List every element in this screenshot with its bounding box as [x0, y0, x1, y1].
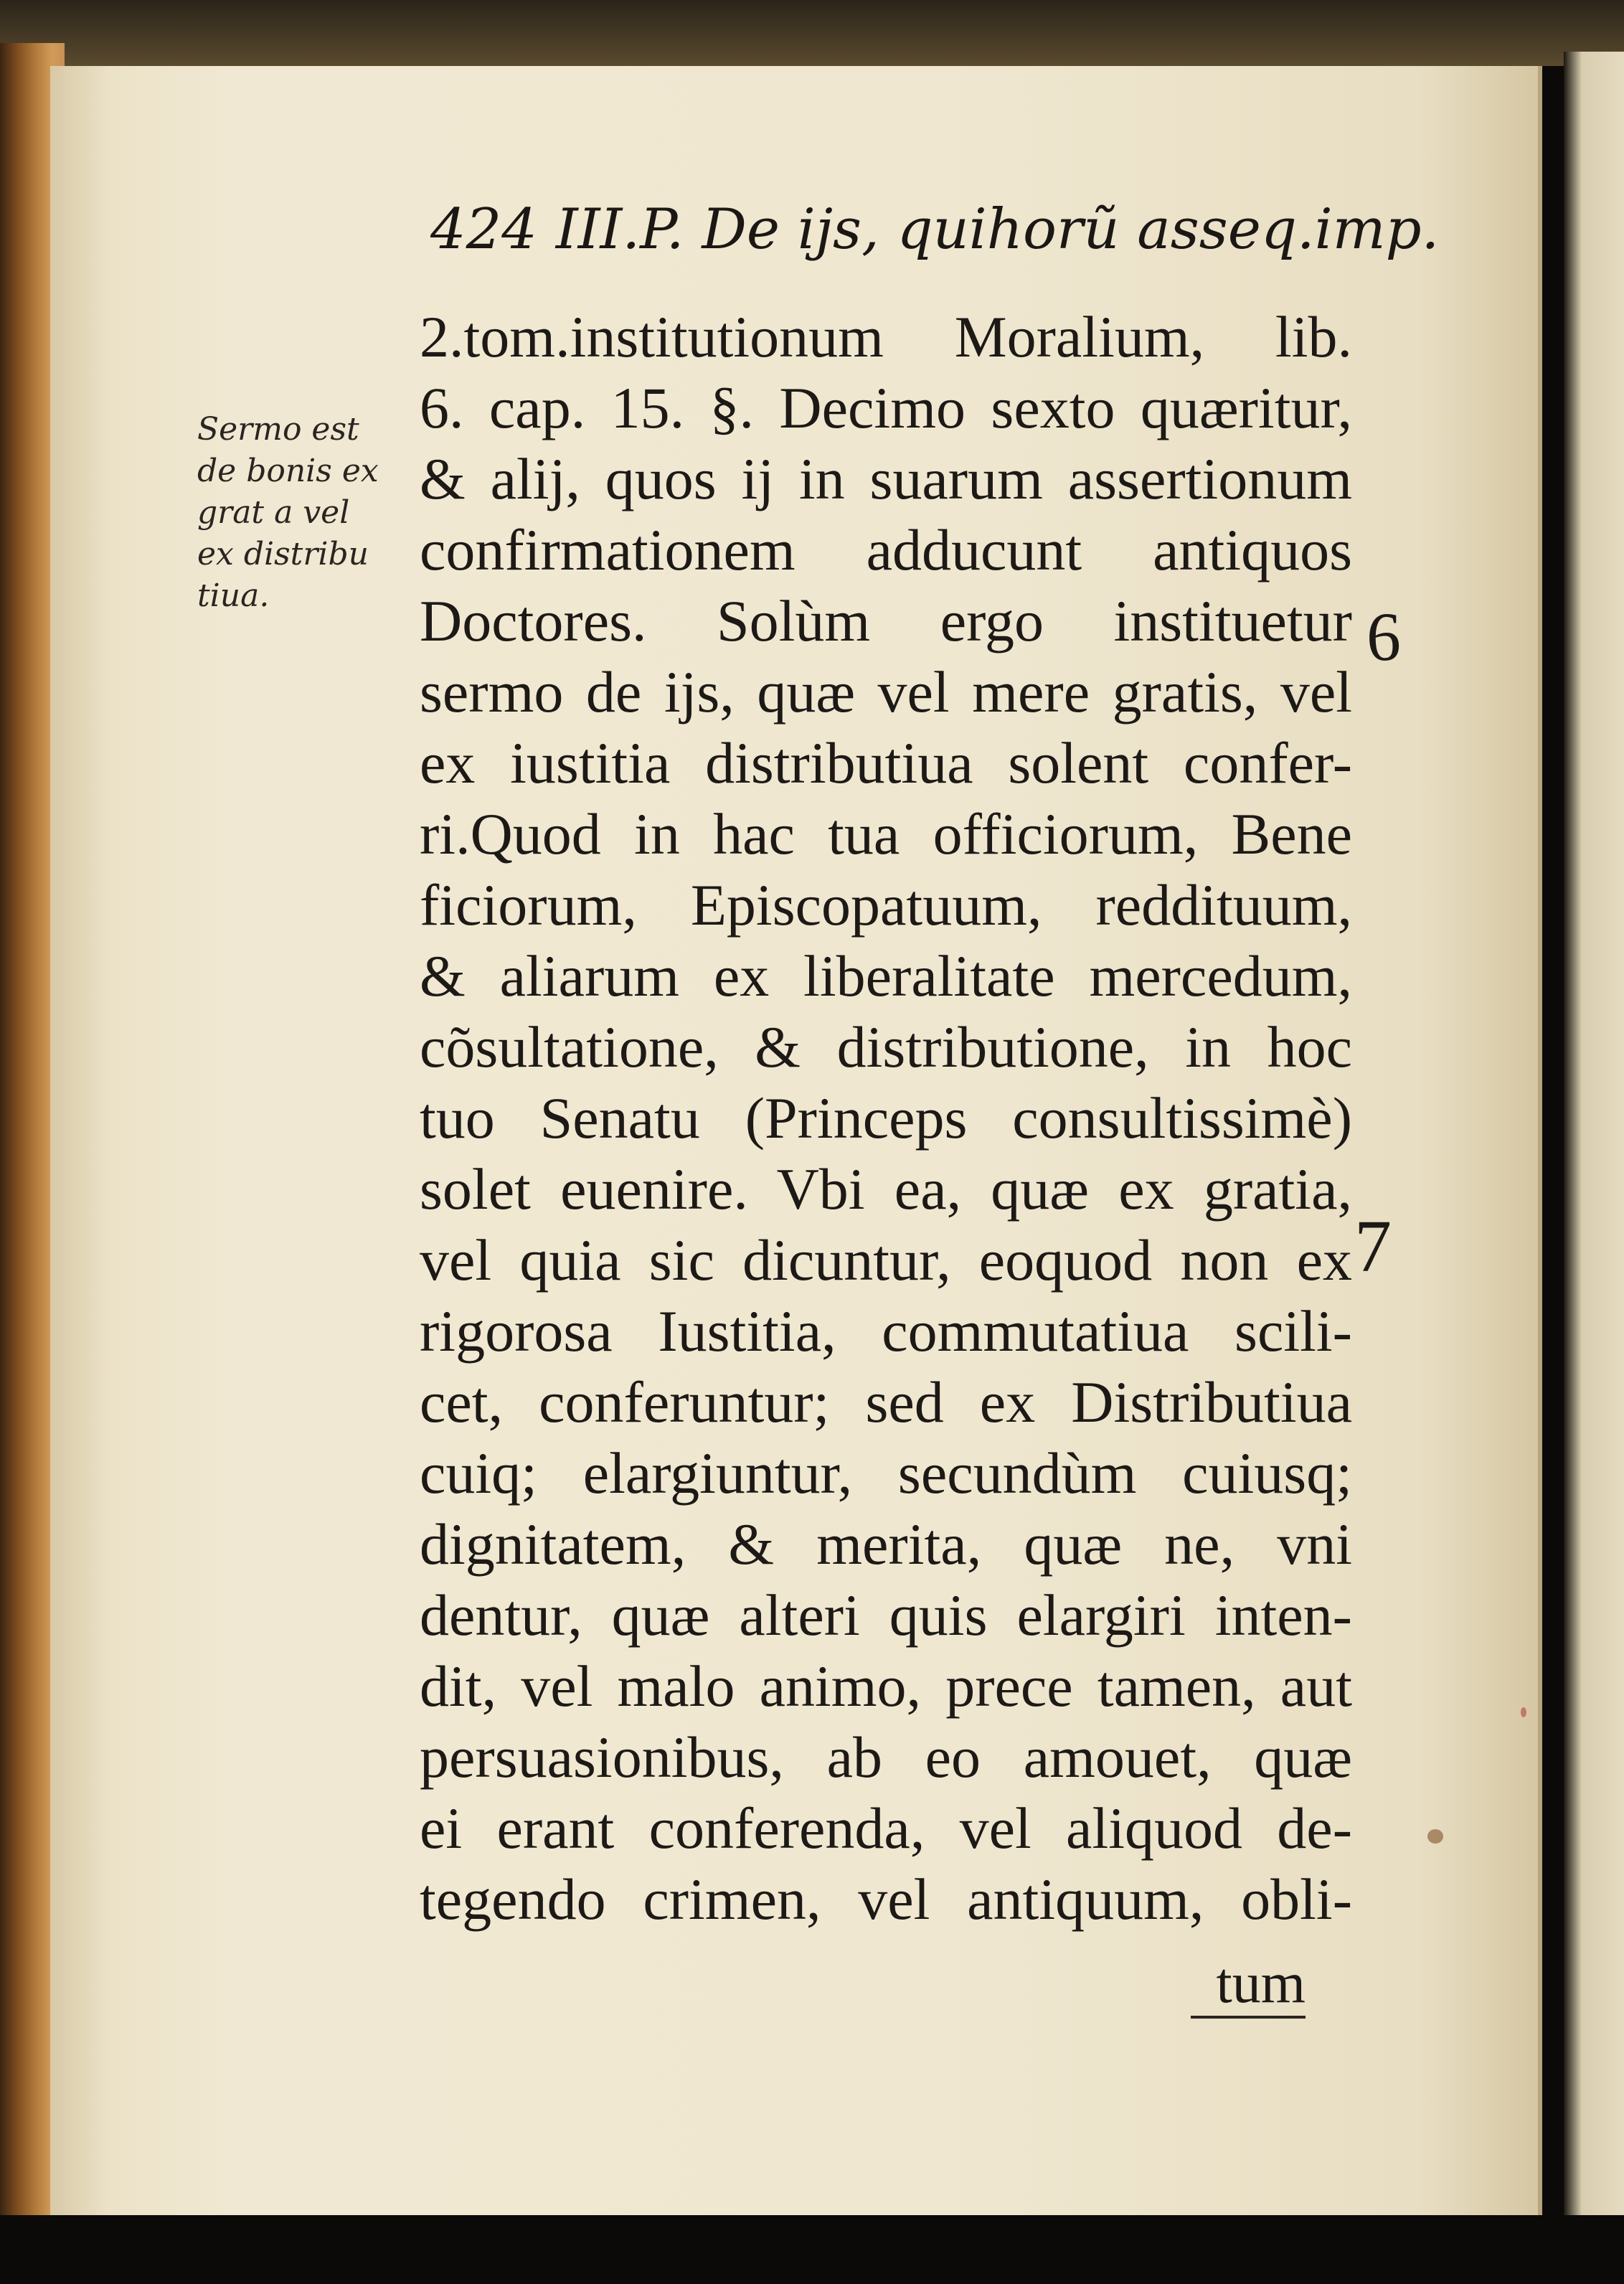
margin-numeral-6: 6	[1366, 598, 1401, 675]
top-shadow	[0, 0, 1624, 66]
text-line: solet euenire. Vbi ea, quæ ex gratia,	[420, 1156, 1352, 1222]
body-text	[420, 301, 1352, 1935]
marginal-note-line: ex distribu	[197, 536, 369, 572]
folio-number: 424	[430, 197, 537, 262]
text-line: sermo de ijs, quæ vel mere gratis, vel	[420, 659, 1352, 725]
text-line: tegendo crimen, vel antiquum, obli-	[420, 1867, 1352, 1932]
marginal-note-line: grat a vel	[197, 494, 350, 531]
text-line: & aliarum ex liberalitate mercedum,	[420, 943, 1352, 1009]
catchword: tum	[1191, 1951, 1306, 2019]
marginal-note-line: tiua.	[197, 577, 270, 614]
running-title: III.P. De ijs, quihorũ asseq.imp.	[555, 197, 1440, 262]
text-line: dignitatem, & merita, quæ ne, vni	[420, 1511, 1352, 1577]
text-line: tuo Senatu (Princeps consultissimè)	[420, 1085, 1352, 1151]
text-line: 6. cap. 15. §. Decimo sexto quæritur,	[420, 375, 1352, 440]
bottom-shadow	[0, 2215, 1624, 2284]
text-line: ei erant conferenda, vel aliquod de-	[420, 1795, 1352, 1861]
page-header	[430, 197, 1439, 276]
marginal-note-line: Sermo est	[197, 411, 359, 448]
text-line: ex iustitia distributiua solent confer-	[420, 730, 1352, 796]
text-line: confirmationem adducunt antiquos	[420, 517, 1352, 582]
ink-stain	[1427, 1829, 1443, 1844]
text-line: cet, conferuntur; sed ex Distributiua	[420, 1369, 1352, 1435]
text-line: ri.Quod in hac tua officiorum, Bene	[420, 801, 1352, 867]
text-line: rigorosa Iustitia, commutatiua scili-	[420, 1298, 1352, 1364]
ink-stain	[1521, 1707, 1526, 1717]
text-line: dentur, quæ alteri quis elargiri inten-	[420, 1582, 1352, 1648]
text-line: Doctores. Solùm ergo instituetur	[420, 588, 1352, 653]
marginal-note	[197, 409, 412, 617]
text-line: vel quia sic dicuntur, eoquod non ex	[420, 1227, 1352, 1293]
text-line: cõsultatione, & distributione, in hoc	[420, 1014, 1352, 1080]
facing-page-edge	[1564, 52, 1624, 2225]
margin-numeral-7: 7	[1354, 1205, 1392, 1288]
text-line: cuiq; elargiuntur, secundùm cuiusq;	[420, 1440, 1352, 1506]
text-line: ficiorum, Episcopatuum, reddituum,	[420, 872, 1352, 938]
text-line: & alij, quos ij in suarum assertionum	[420, 446, 1352, 511]
text-line: 2.tom.institutionum Moralium, lib.	[420, 304, 1352, 369]
text-line: dit, vel malo animo, prece tamen, aut	[420, 1653, 1352, 1719]
text-line: persuasionibus, ab eo amouet, quæ	[420, 1724, 1352, 1790]
marginal-note-line: de bonis ex	[197, 453, 379, 489]
